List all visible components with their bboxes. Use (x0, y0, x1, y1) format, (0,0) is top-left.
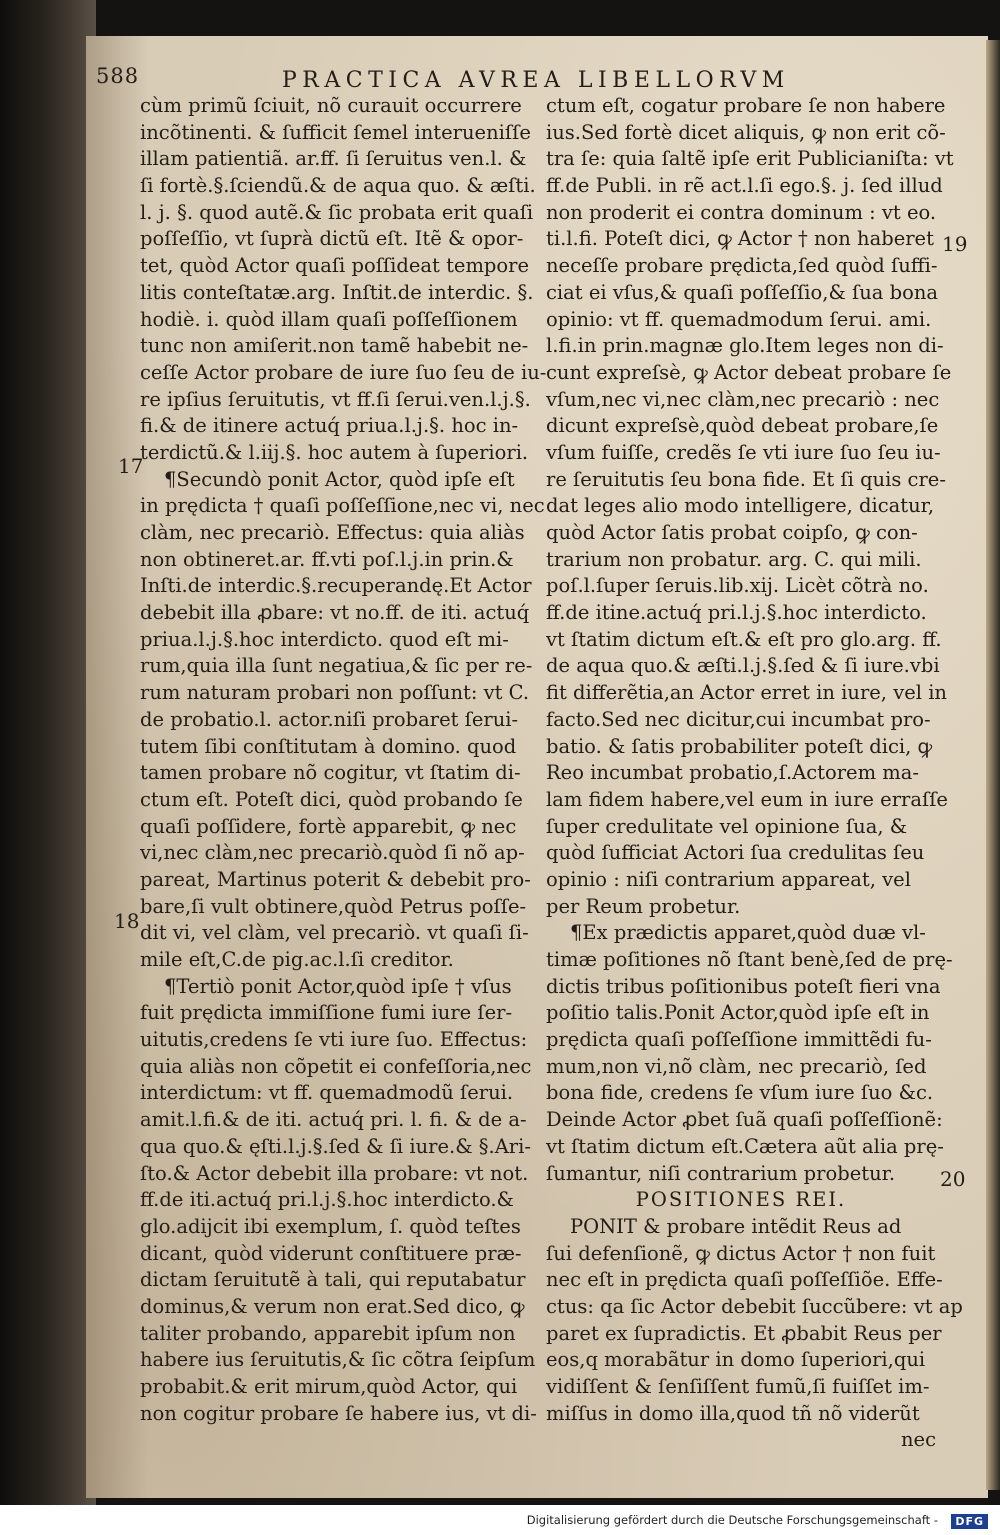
text-line: re ipſius ſeruitutis, vt ff.ſi ſerui.ven.l.j.§. (140, 387, 531, 411)
text-line: clàm, nec precariò. Effectus: quia aliàs (140, 521, 525, 544)
text-line: habere ius ſeruitutis,& ſic cõtra ſeipſum (140, 1348, 536, 1372)
text-line: lam fidem habere,vel eum in iure erraſſe (546, 787, 948, 811)
text-line: Reo incumbat probatio,ſ.Actorem ma- (546, 761, 919, 785)
text-line: vt ſtatim dictum eſt.Cætera aũt alia prę- (546, 1134, 944, 1158)
page-number: 588 (96, 64, 140, 88)
text-line: vſum,nec vi,nec clàm,nec precariò : nec (546, 387, 940, 411)
text-line: nec (900, 1428, 936, 1452)
text-line: tra ſe: quia ſaltẽ ipſe erit Publicianiſta: vt (546, 147, 954, 171)
text-line: debebit illa ꝓbare: vt no.ff. de iti. actuq́ (140, 601, 530, 625)
margin-number-19: 19 (942, 232, 968, 256)
text-line: illam patientiã. ar.ff. ſi ſeruitus ven.l. & (140, 147, 527, 171)
text-line: ti.l.fi. Poteſt dici, ꝙ Actor † non haberet (546, 227, 934, 251)
text-line: ctus: qa ſic Actor debebit ſuccũbere: vt ap (546, 1294, 963, 1318)
text-line: ff.de iti.actuq́ pri.l.j.§.hoc interdicto.& (140, 1188, 514, 1212)
text-line: re ſeruitutis ſeu bona fide. Et ſi quis cre- (546, 467, 946, 491)
text-line: probabit.& erit mirum,quòd Actor, qui (140, 1375, 518, 1398)
text-line: cunt expreſsè, ꝙ Actor debeat probare ſe (546, 360, 952, 384)
text-line: qua quo.& ęſti.l.j.§.ſed & ſi iure.& §.Ari- (140, 1134, 531, 1158)
text-line: PONIT & probare intẽdit Reus ad (570, 1214, 902, 1238)
text-line: fit differẽtia,an Actor erret in iure, vel in (546, 681, 947, 705)
text-line: ctum eſt. Poteſt dici, quòd probando ſe (140, 787, 523, 811)
left-text-column (140, 93, 547, 1427)
text-line: quia aliàs non cõpetit ei confeſſoria,nec (140, 1054, 532, 1078)
text-line: ſui defenſionẽ, ꝙ dictus Actor † non fuit (546, 1241, 936, 1265)
text-line: mile eſt,C.de pig.ac.l.ſi creditor. (140, 948, 454, 971)
text-line: non cogitur probare ſe habere ius, vt di- (140, 1401, 537, 1425)
text-line: eos,q morabãtur in domo ſuperiori,qui (546, 1348, 926, 1372)
text-line: prędicta quaſi poſſeſſione immittẽdi fu- (546, 1028, 932, 1052)
text-line: non obtineret.ar. ff.vti poſ.l.j.in prin.& (140, 547, 514, 571)
text-line: tutem ſibi conſtitutam à domino. quod (140, 734, 517, 758)
text-line: vſum fuiſſe, credẽs ſe vti iure ſuo ſeu iu- (546, 440, 941, 464)
text-line: terdictũ.& l.iij.§. hoc autem à ſuperiori. (140, 440, 529, 464)
text-line: rum,quia illa ſunt negatiua,& ſic per re- (140, 654, 533, 678)
margin-number-18: 18 (114, 909, 140, 933)
text-line: tamen probare nõ cogitur, vt ſtatim di- (140, 761, 521, 785)
text-line: Deinde Actor ꝓbet ſuã quaſi poſſeſſionẽ: (546, 1108, 943, 1132)
text-line: ſumantur, niſi contrarium probetur. (546, 1161, 896, 1185)
text-line: dictis tribus poſitionibus poteſt fieri vna (546, 974, 941, 998)
margin-number-20: 20 (940, 1167, 966, 1191)
text-line: ſto.& Actor debebit illa probare: vt not. (140, 1161, 529, 1185)
margin-number-17: 17 (118, 454, 144, 478)
text-line: de probatio.l. actor.niſi probaret ſerui- (140, 707, 519, 731)
text-line: de aqua quo.& æſti.l.j.§.ſed & ſi iure.vbi (546, 654, 940, 678)
text-line: dicant, quòd viderunt conſtituere præ- (140, 1241, 522, 1265)
text-line: vi,nec clàm,nec precariò.quòd ſi nõ ap- (140, 841, 525, 865)
text-line: opinio: vt ff. quemadmodum ſerui. ami. (546, 307, 932, 331)
text-line: hodiè. i. quòd illam quaſi poſſeſſionem (140, 307, 518, 331)
text-line: POSITIONES REI. (635, 1188, 847, 1212)
text-line: dictam ſeruitutẽ à tali, qui reputabatur (140, 1268, 526, 1292)
text-line: uitutis,credens ſe vti iure ſuo. Effectus: (140, 1028, 528, 1052)
text-line: vt ſtatim dictum eſt.& eſt pro glo.arg. ff. (546, 627, 942, 651)
text-line: poſ.l.ſuper ſeruis.lib.xij. Licèt cõtrà no. (546, 574, 929, 598)
text-line: ¶Secundò ponit Actor, quòd ipſe eſt (164, 467, 515, 491)
text-line: paret ex ſupradictis. Et ꝓbabit Reus per (546, 1321, 942, 1345)
text-line: ¶Ex prædictis apparet,quòd duæ vl- (570, 921, 926, 945)
text-line: in prędicta † quaſi poſſeſſione,nec vi, nec (140, 494, 545, 518)
text-line: non proderit ei contra dominum : vt eo. (546, 200, 937, 224)
text-line: quòd Actor ſatis probat coipſo, ꝙ con- (546, 521, 918, 544)
text-line: litis conteſtatæ.arg. Inſtit.de interdic. §. (140, 280, 534, 304)
text-line: poſitio talis.Ponit Actor,quòd ipſe eſt in (546, 1001, 930, 1025)
text-line: ceſſe Actor probare de iure ſuo ſeu de iu- (140, 360, 547, 384)
text-line: dit vi, vel clàm, vel precariò. vt quaſi ſi- (140, 921, 529, 945)
text-line: trarium non probatur. arg. C. qui mili. (546, 547, 922, 571)
text-line: dominus,& verum non erat.Sed dico, ꝙ (140, 1294, 525, 1318)
text-line: mum,non vi,nõ clàm, nec precariò, ſed (546, 1054, 927, 1078)
text-line: quaſi poſſidere, fortè apparebit, ꝙ nec (140, 814, 517, 838)
text-line: tet, quòd Actor quaſi poſſideat tempore (140, 254, 530, 278)
text-line: fuit prędicta immiſſione fumi iure ſer- (140, 1001, 513, 1025)
text-line: neceſſe probare prędicta,ſed quòd ſuffi- (546, 254, 938, 278)
text-line: nec eſt in prędicta quaſi poſſeſſiõe. Effe- (546, 1268, 943, 1292)
text-line: l. j. §. quod autẽ.& ſic probata erit quaſi (140, 200, 534, 224)
text-line: l.fi.in prin.magnæ glo.Item leges non di- (546, 334, 944, 358)
text-line: quòd ſufficiat Actori ſua credulitas ſeu (546, 841, 925, 865)
text-line: dicunt expreſsè,quòd debeat probare,ſe (546, 414, 939, 438)
text-line: ff.de itine.actuq́ pri.l.j.§.hoc interdicto. (546, 601, 927, 625)
dfg-logo: DFG (951, 1514, 988, 1529)
text-line: fi.& de itinere actuq́ priua.l.j.§. hoc in- (140, 414, 519, 438)
text-line: tunc non amiſerit.non tamẽ habebit ne- (140, 334, 529, 358)
text-line: Inſti.de interdic.§.recuperandę.Et Actor (140, 574, 532, 598)
text-line: glo.adijcit ibi exemplum, ſ. quòd teſtes (140, 1214, 521, 1238)
text-line: bare,ſi vult obtinere,quòd Petrus poſſe- (140, 894, 527, 918)
digitization-footer (0, 1505, 1000, 1535)
text-line: facto.Sed nec dicitur,cui incumbat pro- (546, 707, 931, 731)
text-line: cùm primũ ſciuit, nõ curauit occurrere (140, 94, 522, 117)
text-line: interdictum: vt ff. quemadmodũ ſerui. (140, 1081, 514, 1105)
text-line: ius.Sed fortè dicet aliquis, ꝙ non erit cõ- (546, 120, 946, 144)
text-line: per Reum probetur. (546, 894, 741, 918)
footer-credit: Digitalisierung gefördert durch die Deutsche Forschungsgemeinschaft - (526, 1513, 938, 1527)
text-line: incõtinenti. & ſufficit ſemel interueniſſe (140, 120, 531, 144)
text-line: poſſeſſio, vt ſuprà dictũ eſt. Itẽ & opor- (140, 227, 524, 251)
text-line: ¶Tertiò ponit Actor,quòd ipſe † vſus (164, 974, 512, 998)
text-line: pareat, Martinus poterit & debebit pro- (140, 867, 531, 891)
text-line: ſi fortè.§.ſciendũ.& de aqua quo. & æſti. (140, 174, 536, 198)
text-line: ff.de Publi. in rẽ act.l.ſi ego.§. j. ſed illud (546, 174, 943, 198)
book-gutter (0, 0, 96, 1505)
text-line: priua.l.j.§.hoc interdicto. quod eſt mi- (140, 627, 509, 651)
text-line: opinio : niſi contrarium appareat, vel (546, 867, 911, 891)
text-line: taliter probando, apparebit ipſum non (140, 1321, 516, 1345)
text-line: bona fide, credens ſe vſum iure ſuo &c. (546, 1081, 934, 1105)
text-line: amit.l.fi.& de iti. actuq́ pri. l. fi. & de a- (140, 1108, 527, 1132)
text-line: ciat ei vſus,& quaſi poſſeſſio,& ſua bona (546, 280, 939, 304)
running-head: PRACTICA AVREA LIBELLORVM (282, 68, 790, 93)
text-line: batio. & ſatis probabiliter poteſt dici, ꝙ (546, 734, 933, 758)
text-line: vidiſſent & ſenſiſſent fumũ,ſi fuiſſet im- (546, 1375, 930, 1398)
text-line: dat leges alio modo intelligere, dicatur, (546, 494, 935, 518)
text-line: miſſus in domo illa,quod tñ nõ viderũt (546, 1401, 920, 1425)
paper-edge (986, 40, 1000, 1490)
text-line: rum naturam probari non poſſunt: vt C. (140, 681, 530, 705)
text-line: timæ poſitiones nõ ſtant benè,ſed de prę- (546, 948, 953, 971)
text-line: ctum eſt, cogatur probare ſe non habere (546, 94, 946, 117)
text-line: ſuper credulitate vel opinione ſua, & (546, 814, 908, 838)
